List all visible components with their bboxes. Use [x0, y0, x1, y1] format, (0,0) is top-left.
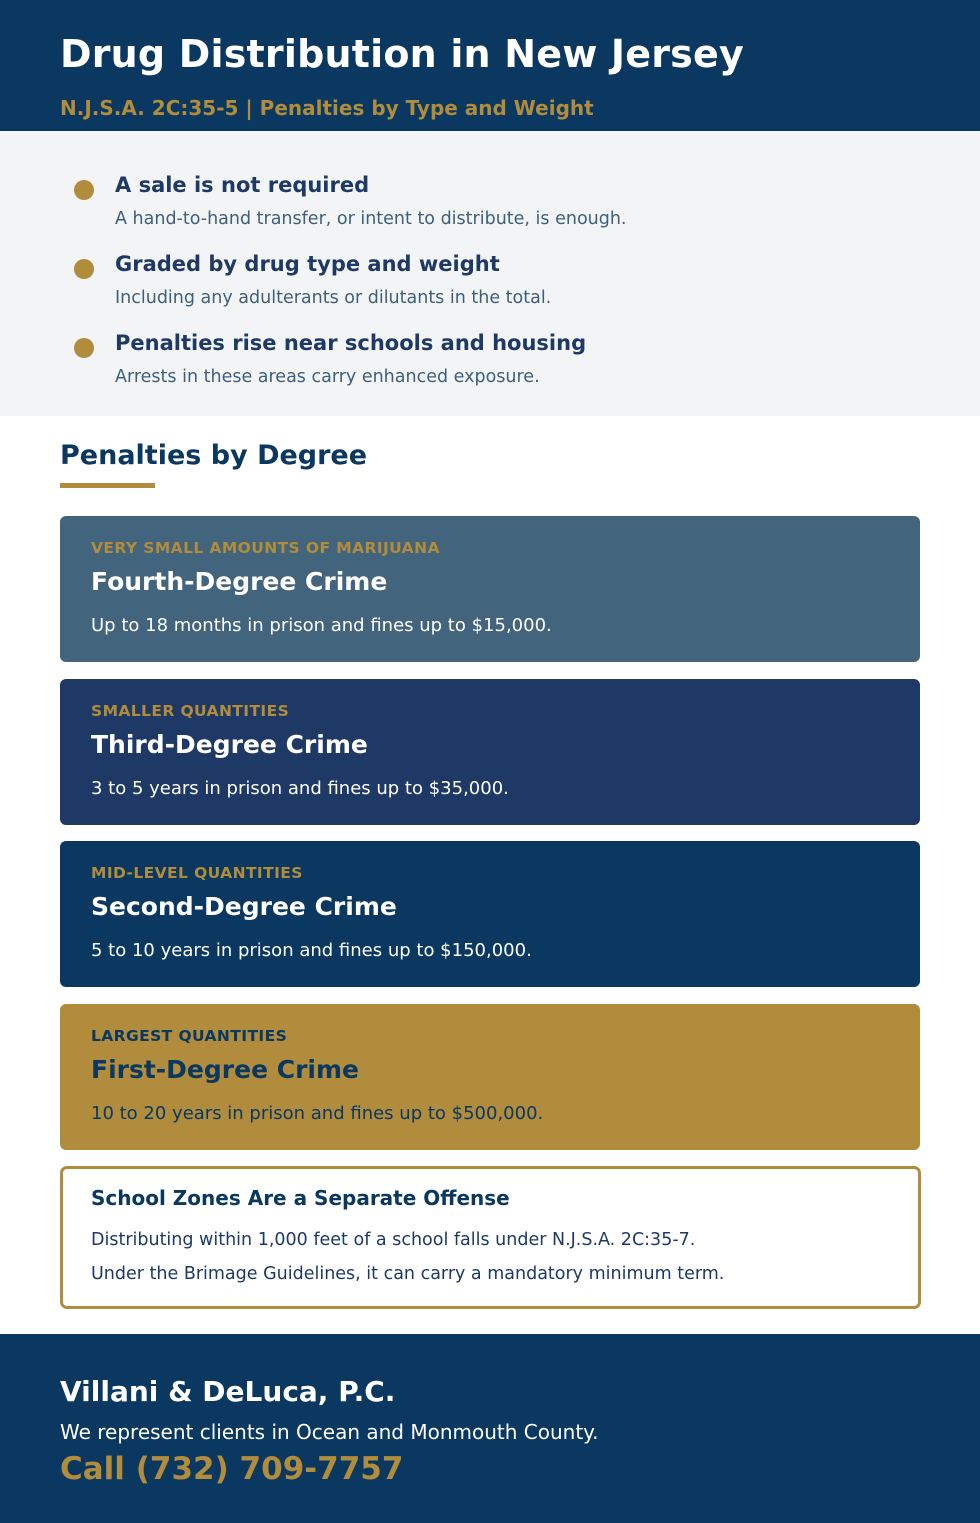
penalty-card-fourth-degree — [60, 516, 920, 662]
penalty-card-description: 10 to 20 years in prison and fines up to $500,000. — [91, 1103, 544, 1124]
school-zone-line: Under the Brimage Guidelines, it can carry a mandatory minimum term. — [91, 1264, 725, 1284]
key-point — [0, 252, 980, 322]
page-title: Drug Distribution in New Jersey — [60, 32, 744, 76]
bullet-dot-icon — [74, 259, 94, 279]
penalty-card-title: Fourth-Degree Crime — [91, 567, 388, 596]
bullet-dot-icon — [74, 338, 94, 358]
heading-underline — [60, 483, 155, 488]
key-point-title: A sale is not required — [115, 173, 370, 197]
school-zone-title: School Zones Are a Separate Offense — [91, 1186, 510, 1210]
penalty-card-description: 3 to 5 years in prison and fines up to $35,000. — [91, 778, 509, 799]
key-point-title: Penalties rise near schools and housing — [115, 331, 587, 355]
bullet-dot-icon — [74, 180, 94, 200]
section-heading: Penalties by Degree — [60, 440, 368, 471]
firm-name: Villani & DeLuca, P.C. — [60, 1375, 396, 1408]
key-point — [0, 173, 980, 243]
key-point — [0, 331, 980, 401]
key-point-description: A hand-to-hand transfer, or intent to distribute, is enough. — [115, 209, 627, 229]
penalty-card-label: LARGEST QUANTITIES — [91, 1027, 288, 1045]
penalty-card-title: First-Degree Crime — [91, 1055, 359, 1084]
key-points-panel — [0, 131, 980, 416]
page-footer — [0, 1334, 980, 1523]
key-point-description: Arrests in these areas carry enhanced exposure. — [115, 367, 540, 387]
penalty-card-first-degree — [60, 1004, 920, 1150]
school-zone-line: Distributing within 1,000 feet of a school falls under N.J.S.A. 2C:35-7. — [91, 1230, 696, 1250]
school-zone-callout — [60, 1166, 921, 1309]
page-subtitle: N.J.S.A. 2C:35-5 | Penalties by Type and Weight — [60, 96, 594, 120]
penalty-card-label: VERY SMALL AMOUNTS OF MARIJUANA — [91, 539, 440, 557]
page-header — [0, 0, 980, 131]
penalty-card-description: 5 to 10 years in prison and fines up to $150,000. — [91, 940, 532, 961]
service-area: We represent clients in Ocean and Monmouth County. — [60, 1420, 599, 1444]
penalty-card-label: MID-LEVEL QUANTITIES — [91, 864, 303, 882]
key-point-description: Including any adulterants or dilutants in the total. — [115, 288, 552, 308]
penalty-card-third-degree — [60, 679, 920, 825]
penalty-card-second-degree — [60, 841, 920, 987]
key-point-title: Graded by drug type and weight — [115, 252, 500, 276]
penalty-card-label: SMALLER QUANTITIES — [91, 702, 290, 720]
penalty-card-title: Third-Degree Crime — [91, 730, 368, 759]
penalty-card-title: Second-Degree Crime — [91, 892, 397, 921]
penalty-card-description: Up to 18 months in prison and fines up to $15,000. — [91, 615, 552, 636]
phone-call-to-action[interactable]: Call (732) 709-7757 — [60, 1451, 404, 1487]
